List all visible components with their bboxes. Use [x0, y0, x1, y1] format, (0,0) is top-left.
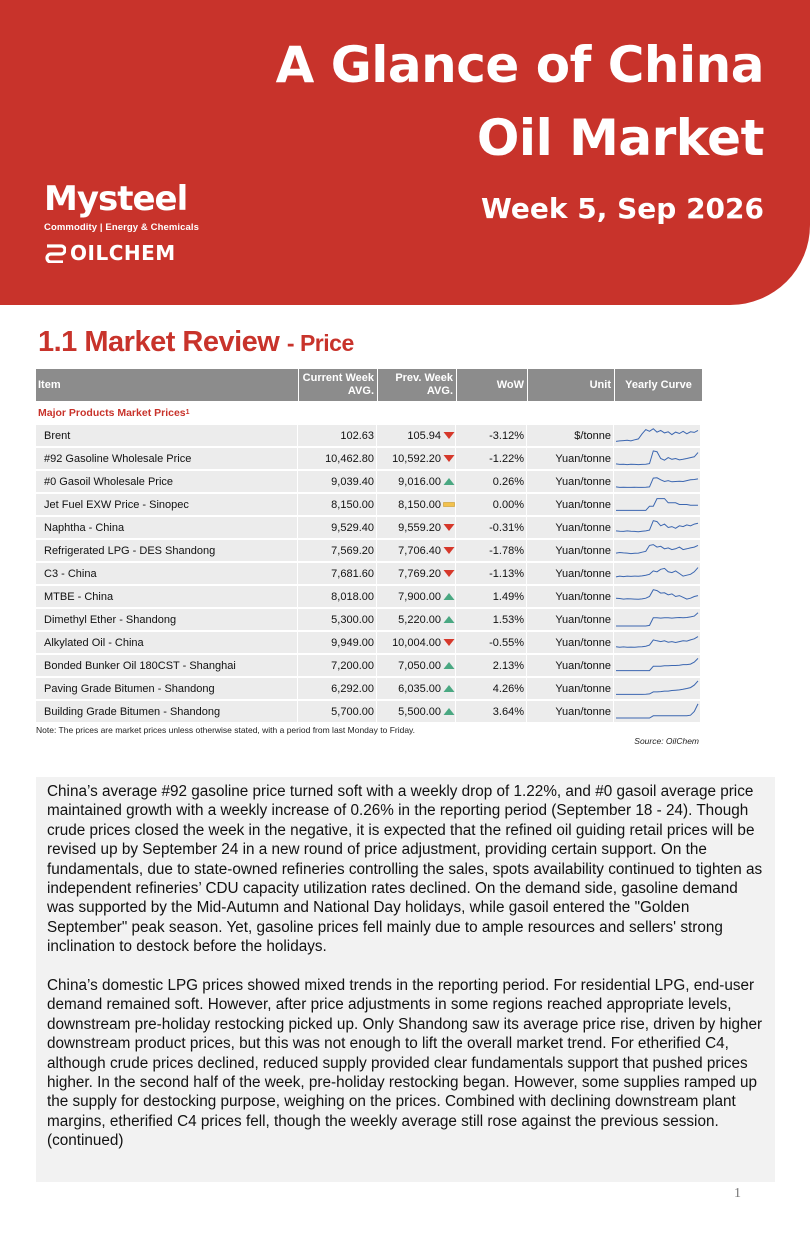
cell-current: 7,681.60	[331, 567, 374, 580]
sparkline-path	[616, 658, 698, 670]
cell-item: #0 Gasoil Wholesale Price	[44, 475, 174, 488]
cell-unit: Yuan/tonne	[555, 521, 611, 534]
table-row	[36, 654, 702, 677]
page-number: 1	[734, 1186, 741, 1201]
commentary-paragraph-1: China’s average #92 gasoline price turned soft with a weekly drop of 1.22%, and #0 gasoil average price maintained growth with a weekly increase of 0.26% in the reporting period (September 18 - 24). Though crude prices closed the week in the negative, it is expected that the refined oil guiding retail prices will be revised up by September 24 in a new round of price adjustment, providing certain support. On the fundamentals, due to state-owned refineries controlling the sales, spots availability continued to tighten as independent refineries’ CDU capacity utilization rates declined. On the demand side, gasoline demand was supported by the Mid-Autumn and National Day holidays, while gasoil entered the "Golden September" peak season. Yet, gasoline prices fell mainly due to ample resources and sellers' strong inclination to destock before the holidays.	[47, 783, 763, 956]
logo-wordmark: Mysteel	[44, 179, 188, 219]
cell-wow: 1.53%	[492, 613, 524, 626]
cell-unit: Yuan/tonne	[555, 475, 611, 488]
cell-wow: -1.22%	[489, 452, 524, 465]
cell-current: 5,300.00	[331, 613, 374, 626]
cell-unit: Yuan/tonne	[555, 544, 611, 557]
trend-up-icon	[442, 677, 456, 700]
cell-item: #92 Gasoline Wholesale Price	[44, 452, 192, 465]
table-row	[36, 631, 702, 654]
col-curve: Yearly Curve	[614, 369, 702, 401]
cell-wow: 3.64%	[492, 705, 524, 718]
yearly-curve-sparkline	[614, 585, 702, 608]
cell-previous: 5,500.00	[398, 705, 441, 718]
yearly-curve-sparkline	[614, 608, 702, 631]
table-row	[36, 470, 702, 493]
cell-previous: 105.94	[407, 429, 441, 442]
cell-unit: $/tonne	[574, 429, 611, 442]
table-source: Source: OilChem	[634, 736, 699, 746]
table-body	[36, 424, 702, 723]
table-row	[36, 539, 702, 562]
table-row	[36, 585, 702, 608]
cell-current: 6,292.00	[331, 682, 374, 695]
sparkline-path	[616, 613, 698, 626]
cell-item: Alkylated Oil - China	[44, 636, 144, 649]
yearly-curve-sparkline	[614, 493, 702, 516]
cell-wow: 2.13%	[492, 659, 524, 672]
cell-previous: 7,706.40	[398, 544, 441, 557]
cell-item: C3 - China	[44, 567, 97, 580]
oilchem-mark-icon	[44, 243, 66, 263]
sparkline-path	[616, 521, 698, 532]
group-label-text: Major Products Market Prices	[38, 406, 186, 419]
mysteel-logo	[44, 179, 200, 265]
cell-current: 7,200.00	[331, 659, 374, 672]
trend-flat-icon	[442, 493, 456, 516]
section-title	[38, 326, 354, 359]
cell-item: Dimethyl Ether - Shandong	[44, 613, 177, 626]
cell-wow: 1.49%	[492, 590, 524, 603]
logo-tagline: Commodity | Energy & Chemicals	[44, 222, 200, 233]
sparkline-path	[616, 478, 698, 488]
yearly-curve-sparkline	[614, 700, 702, 723]
col-unit: Unit	[527, 369, 613, 401]
cell-current: 5,700.00	[331, 705, 374, 718]
report-title-line2: Oil Market	[476, 109, 764, 167]
col-wow: WoW	[456, 369, 526, 401]
cell-item: Building Grade Bitumen - Shandong	[44, 705, 221, 718]
cell-item: MTBE - China	[44, 590, 114, 603]
cell-wow: 0.00%	[492, 498, 524, 511]
sparkline-path	[616, 681, 698, 695]
cell-previous: 5,220.00	[398, 613, 441, 626]
trend-up-icon	[442, 654, 456, 677]
cell-unit: Yuan/tonne	[555, 567, 611, 580]
table-row	[36, 516, 702, 539]
trend-down-icon	[442, 447, 456, 470]
cell-previous: 10,592.20	[392, 452, 441, 465]
cell-previous: 10,004.00	[392, 636, 441, 649]
sparkline-path	[616, 637, 698, 648]
yearly-curve-sparkline	[614, 539, 702, 562]
cell-wow: -0.31%	[489, 521, 524, 534]
cell-previous: 9,016.00	[398, 475, 441, 488]
sparkline-path	[616, 429, 698, 442]
trend-up-icon	[442, 700, 456, 723]
col-current: Current Week AVG.	[298, 369, 376, 401]
cell-current: 10,462.80	[325, 452, 374, 465]
oilchem-logo	[44, 241, 199, 265]
yearly-curve-sparkline	[614, 654, 702, 677]
cell-current: 9,529.40	[331, 521, 374, 534]
cell-unit: Yuan/tonne	[555, 498, 611, 511]
yearly-curve-sparkline	[614, 424, 702, 447]
yearly-curve-sparkline	[614, 470, 702, 493]
group-label	[36, 401, 702, 424]
table-note: Note: The prices are market prices unless otherwise stated, with a period from last Monday to Friday.	[36, 725, 416, 735]
sparkline-path	[616, 499, 698, 511]
cell-current: 102.63	[340, 429, 374, 442]
section-title-main: 1.1 Market Review	[38, 326, 280, 358]
cell-unit: Yuan/tonne	[555, 682, 611, 695]
oilchem-wordmark: OILCHEM	[70, 241, 176, 265]
table-header	[36, 369, 702, 401]
table-row	[36, 493, 702, 516]
trend-down-icon	[442, 539, 456, 562]
cell-current: 7,569.20	[331, 544, 374, 557]
cell-current: 8,150.00	[331, 498, 374, 511]
cell-unit: Yuan/tonne	[555, 452, 611, 465]
commentary-box	[36, 777, 775, 1182]
sparkline-path	[616, 704, 698, 718]
cell-unit: Yuan/tonne	[555, 590, 611, 603]
sparkline-path	[616, 568, 698, 577]
cell-item: Bonded Bunker Oil 180CST - Shanghai	[44, 659, 236, 672]
trend-down-icon	[442, 562, 456, 585]
sparkline-path	[616, 545, 698, 554]
report-week: Week 5, Sep 2026	[481, 192, 764, 225]
yearly-curve-sparkline	[614, 562, 702, 585]
cell-item: Jet Fuel EXW Price - Sinopec	[44, 498, 189, 511]
yearly-curve-sparkline	[614, 631, 702, 654]
cell-wow: -1.13%	[489, 567, 524, 580]
cell-previous: 6,035.00	[398, 682, 441, 695]
sparkline-path	[616, 590, 698, 600]
cell-wow: 0.26%	[492, 475, 524, 488]
trend-down-icon	[442, 631, 456, 654]
cell-wow: -0.55%	[489, 636, 524, 649]
sparkline-path	[616, 451, 698, 465]
cell-wow: -3.12%	[489, 429, 524, 442]
yearly-curve-sparkline	[614, 516, 702, 539]
report-title-line1: A Glance of China	[275, 36, 764, 94]
cell-current: 9,039.40	[331, 475, 374, 488]
trend-up-icon	[442, 608, 456, 631]
cell-unit: Yuan/tonne	[555, 659, 611, 672]
commentary-paragraph-2: China’s domestic LPG prices showed mixed trends in the reporting period. For residential LPG, end-user demand remained soft. However, after price adjustments in some regions reached appropriate levels, downstream pre-holiday restocking picked up. Only Shandong saw its average price rise, driven by higher downstream product prices, but this was not enough to lift the overall market trend. For etherified C4, although crude prices declined, reduced supply provided clear fundamentals support that pushed prices higher. In the second half of the week, pre-holiday restocking began. However, some supplies ramped up the supply for destocking purpose, weighing on the prices. Combined with declining downstream plant margins, etherified C4 prices fell, though the weekly average still rose against the previous session. (continued)	[47, 977, 763, 1150]
table-row	[36, 700, 702, 723]
cell-item: Brent	[44, 429, 71, 442]
cell-previous: 7,769.20	[398, 567, 441, 580]
cell-previous: 7,900.00	[398, 590, 441, 603]
cell-current: 9,949.00	[331, 636, 374, 649]
cell-wow: 4.26%	[492, 682, 524, 695]
cell-unit: Yuan/tonne	[555, 613, 611, 626]
cell-item: Paving Grade Bitumen - Shandong	[44, 682, 215, 695]
cell-unit: Yuan/tonne	[555, 705, 611, 718]
yearly-curve-sparkline	[614, 447, 702, 470]
col-previous: Prev. Week AVG.	[377, 369, 455, 401]
cell-unit: Yuan/tonne	[555, 636, 611, 649]
table-row	[36, 562, 702, 585]
col-item: Item	[38, 379, 61, 391]
trend-down-icon	[442, 516, 456, 539]
section-title-sub: - Price	[286, 330, 354, 356]
table-row	[36, 447, 702, 470]
cell-wow: -1.78%	[489, 544, 524, 557]
cell-previous: 8,150.00	[398, 498, 441, 511]
table-row	[36, 424, 702, 447]
cell-current: 8,018.00	[331, 590, 374, 603]
trend-up-icon	[442, 470, 456, 493]
table-row	[36, 608, 702, 631]
cell-previous: 7,050.00	[398, 659, 441, 672]
cell-item: Naphtha - China	[44, 521, 125, 534]
trend-down-icon	[442, 424, 456, 447]
trend-up-icon	[442, 585, 456, 608]
cell-item: Refrigerated LPG - DES Shandong	[44, 544, 216, 557]
cell-previous: 9,559.20	[398, 521, 441, 534]
group-footnote-mark: 1	[185, 409, 190, 416]
yearly-curve-sparkline	[614, 677, 702, 700]
table-row	[36, 677, 702, 700]
price-table	[36, 369, 702, 723]
